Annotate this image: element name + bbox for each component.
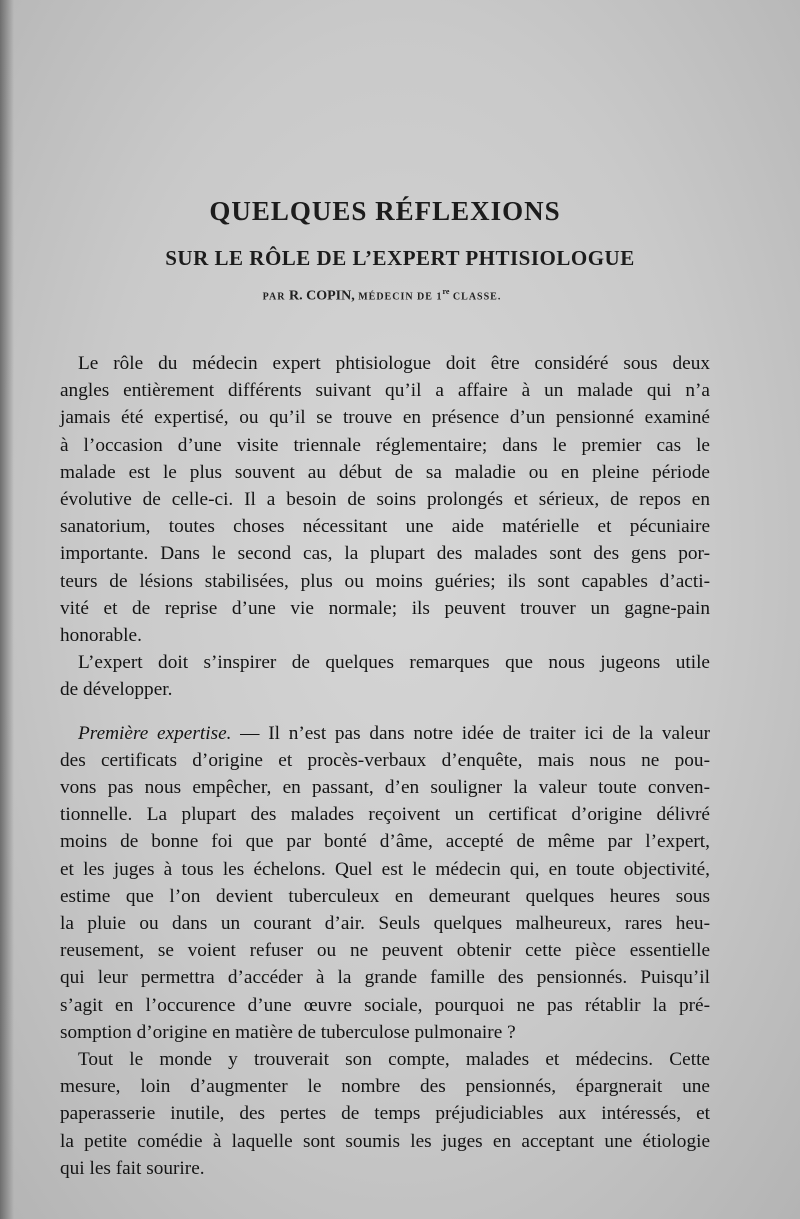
paragraph-1 bbox=[60, 350, 710, 649]
text-line: L’expert doit s’inspirer de quelques remarques que nous jugeons utile bbox=[78, 652, 710, 674]
text-line: jamais été expertisé, ou qu’il se trouve en présence d’un pensionné examiné bbox=[60, 407, 710, 429]
text-line: honorable. bbox=[60, 625, 142, 647]
byline-role: MÉDECIN DE bbox=[358, 291, 433, 303]
article-title: QUELQUES RÉFLEXIONS bbox=[209, 196, 561, 226]
byline-author: R. COPIN, bbox=[288, 288, 355, 304]
text-line: Tout le monde y trouverait son compte, malades et médecins. Cette bbox=[78, 1049, 710, 1071]
text-line: tionnelle. La plupart des malades reçoivent un certificat d’origine délivré bbox=[60, 804, 710, 826]
text-line: qui leur permettra d’accéder à la grande famille des pensionnés. Puisqu’il bbox=[60, 967, 710, 989]
text-line: mesure, loin d’augmenter le nombre des pensionnés, épargnerait une bbox=[60, 1076, 710, 1098]
article-subtitle: SUR LE RÔLE DE L’EXPERT PHTISIOLOGUE bbox=[165, 246, 635, 270]
section-heading-italic: Première expertise. bbox=[78, 722, 232, 744]
text-line: Le rôle du médecin expert phtisiologue doit être considéré sous deux bbox=[78, 353, 710, 374]
text-line: vité et de reprise d’une vie normale; ils peuvent trouver un gagne-pain bbox=[60, 597, 710, 619]
text-line: teurs de lésions stabilisées, plus ou moins guéries; ils sont capables d’acti- bbox=[60, 570, 710, 592]
byline-rank-word: CLASSE. bbox=[452, 291, 502, 303]
article-byline bbox=[0, 287, 782, 305]
text-line: à l’occasion d’une visite triennale réglementaire; dans le premier cas le bbox=[60, 434, 710, 456]
paragraph-3 bbox=[60, 720, 710, 1046]
paragraph-4 bbox=[60, 1046, 710, 1182]
text-line: reusement, se voient refuser ou ne peuvent obtenir cette pièce essentielle bbox=[60, 940, 710, 962]
text-line: la pluie ou dans un courant d’air. Seuls quelques malheureux, rares heu- bbox=[60, 913, 710, 935]
text-line: et les juges à tous les échelons. Quel est le médecin qui, en toute objectivité, bbox=[60, 858, 710, 880]
text-line: malade est le plus souvent au début de sa maladie ou en pleine période bbox=[60, 461, 710, 483]
text-line bbox=[60, 720, 710, 747]
scan-edge-shadow bbox=[0, 0, 14, 1219]
text-line: la petite comédie à laquelle sont soumis les juges en acceptant une étiologie bbox=[60, 1130, 710, 1152]
byline-rank-sup: re bbox=[442, 287, 450, 296]
text-line: qui les fait sourire. bbox=[60, 1157, 205, 1179]
text-fragment: — Il n’est pas dans notre idée de traiter ici de la valeur bbox=[231, 722, 710, 744]
text-line: paperasserie inutile, des pertes de temps préjudiciables aux intéressés, et bbox=[60, 1103, 710, 1125]
text-line: des certificats d’origine et procès-verbaux d’enquête, mais nous ne pou- bbox=[60, 749, 710, 771]
text-line: angles entièrement différents suivant qu’il a affaire à un malade qui n’a bbox=[60, 380, 710, 402]
text-line: s’agit en l’occurence d’une œuvre sociale, pourquoi ne pas rétablir la pré- bbox=[60, 994, 710, 1016]
text-line: estime que l’on devient tuberculeux en demeurant quelques heures sous bbox=[60, 885, 710, 907]
byline-rank-num: 1 bbox=[436, 291, 443, 303]
text-line: évolutive de celle-ci. Il a besoin de soins prolongés et sérieux, de repos en bbox=[60, 489, 710, 511]
paragraph-2 bbox=[60, 649, 710, 703]
text-line: somption d’origine en matière de tuberculose pulmonaire ? bbox=[60, 1021, 516, 1043]
article-body bbox=[60, 350, 710, 1182]
text-line: de développer. bbox=[60, 679, 173, 701]
text-line: moins de bonne foi que par bonté d’âme, accepté de même par l’expert, bbox=[60, 831, 710, 853]
text-line: vons pas nous empêcher, en passant, d’en souligner la valeur toute conven- bbox=[60, 777, 710, 799]
byline-par: PAR bbox=[262, 291, 286, 303]
text-line: importante. Dans le second cas, la plupart des malades sont des gens por- bbox=[60, 543, 710, 565]
text-line: sanatorium, toutes choses nécessitant une aide matérielle et pécuniaire bbox=[60, 516, 710, 538]
